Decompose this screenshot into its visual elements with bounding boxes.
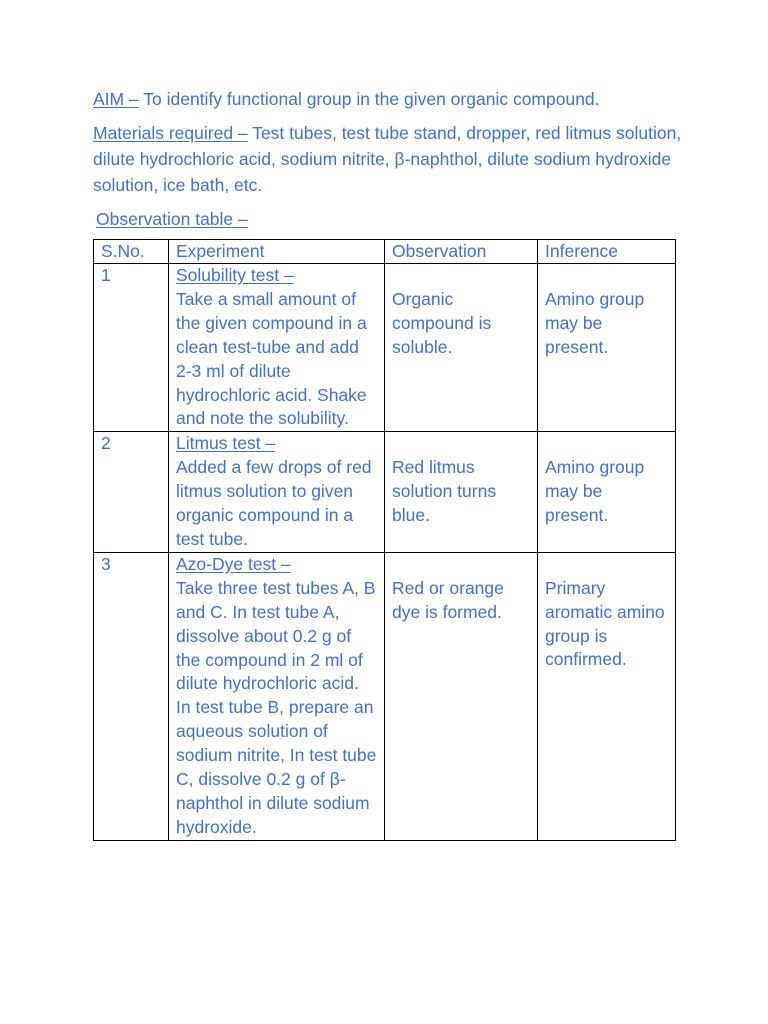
materials-text: Test tubes, test tube stand, dropper, red litmus solution, dilute hydrochloric acid, sodium nitrite, β-naphthol, dilute sodium hydroxide solution, ice bath, etc.: [93, 123, 682, 195]
header-inference: Inference: [538, 240, 676, 264]
row-observation: [385, 432, 538, 553]
row-sno: 1: [94, 264, 169, 432]
observation-heading-text: Observation table –: [96, 209, 248, 229]
inference-text: Amino group may be present.: [545, 457, 645, 526]
observation-table: [93, 239, 676, 841]
row-inference: [538, 432, 676, 553]
row-observation: [385, 552, 538, 840]
row-experiment: [169, 552, 385, 840]
aim-label: AIM –: [93, 89, 139, 109]
observation-text: Red litmus solution turns blue.: [392, 457, 497, 526]
aim-text: To identify functional group in the given organic compound.: [138, 89, 600, 109]
row-inference: [538, 264, 676, 432]
table-header-row: [94, 240, 676, 264]
experiment-title: Azo-Dye test –: [176, 553, 291, 574]
row-observation: [385, 264, 538, 432]
table-row: [94, 432, 676, 553]
table-row: [94, 552, 676, 840]
observation-text: Organic compound is soluble.: [392, 288, 492, 357]
row-sno: 2: [94, 432, 169, 553]
observation-text: Red or orange dye is formed.: [392, 577, 504, 622]
observation-table-heading: [96, 206, 683, 232]
experiment-procedure: Take a small amount of the given compound in a clean test-tube and add 2-3 ml of dilute hydrochloric acid. Shake and note the solubility.: [176, 288, 367, 429]
inference-text: Amino group may be present.: [545, 288, 645, 357]
experiment-procedure: Added a few drops of red litmus solution to given organic compound in a test tube.: [176, 457, 372, 549]
header-experiment: Experiment: [169, 240, 385, 264]
experiment-procedure: Take three test tubes A, B and C. In test tube A, dissolve about 0.2 g of the compound in 2 ml of dilute hydrochloric acid. In test tube B, prepare an aqueous solution of sodium nitrite, In test tube C, dissolve 0.2 g of β-naphthol in dilute sodium hydroxide.: [176, 577, 377, 837]
materials-paragraph: [93, 120, 683, 198]
header-observation: Observation: [385, 240, 538, 264]
inference-text: Primary aromatic amino group is confirmed.: [545, 577, 665, 670]
row-sno: 3: [94, 552, 169, 840]
table-row: [94, 264, 676, 432]
row-experiment: [169, 432, 385, 553]
experiment-title: Solubility test –: [176, 265, 294, 285]
row-experiment: [169, 264, 385, 432]
document-page: [93, 86, 683, 841]
materials-label: Materials required –: [93, 123, 248, 143]
row-inference: [538, 552, 676, 840]
header-sno: S.No.: [94, 240, 169, 264]
aim-paragraph: [93, 86, 683, 112]
experiment-title: Litmus test –: [176, 433, 276, 454]
